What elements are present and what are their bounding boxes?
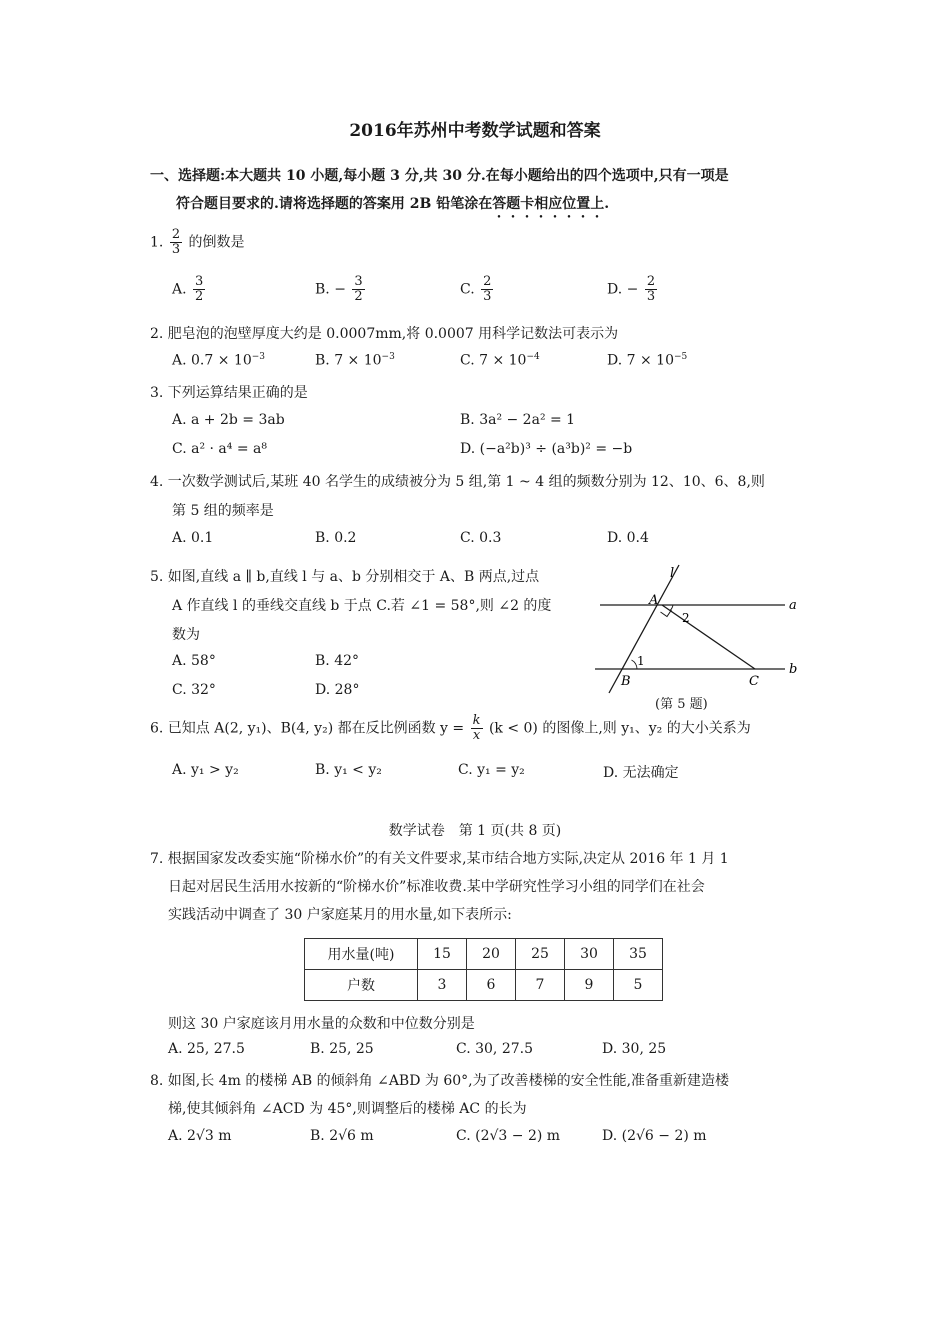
table-cell: 30 [565,939,614,970]
question-text: 的倒数是 [188,234,245,251]
q6-option-d: D. 无法确定 [603,765,679,781]
page-title: 2016年苏州中考数学试题和答案 [349,121,601,141]
fraction-denominator: 2 [195,289,204,304]
fraction-numerator: 2 [483,274,492,289]
instructions-emphasis: 答题卡相应位置上 [492,196,605,212]
fraction-denominator: x [472,728,481,743]
question-8-line2: 梯,使其倾斜角 ∠ACD 为 45°,则调整后的楼梯 AC 的长为 [168,1101,527,1117]
fraction [645,275,657,304]
question-number: 1. [150,234,164,251]
question-7-line1: 7. 根据国家发改委实施“阶梯水价”的有关文件要求,某市结合地方实际,决定从 2016 年 1 月 1 [150,851,729,867]
fraction [471,714,483,743]
question-7-line2: 日起对居民生活用水按新的“阶梯水价”标准收费.某中学研究性学习小组的同学们在社会 [168,879,705,895]
option-label: A. [172,281,187,298]
page-footer: 数学试卷 第 1 页(共 8 页) [388,823,562,839]
q4-option-d: D. 0.4 [607,530,649,546]
option-label: B. − [315,281,346,298]
table-row [305,970,663,1001]
question-7-line3: 实践活动中调查了 30 户家庭某月的用水量,如下表所示: [168,907,512,923]
fraction-numerator: 2 [646,274,656,289]
question-2-stem: 2. 肥皂泡的泡壁厚度大约是 0.0007mm,将 0.0007 用科学记数法可表示为 [150,326,619,342]
table-cell: 15 [418,939,467,970]
q8-option-a: A. 2√3 m [168,1128,232,1144]
question-4-line1: 4. 一次数学测试后,某班 40 名学生的成绩被分为 5 组,第 1 ~ 4 组的频数分别为 12、10、6、8,则 [150,474,765,490]
water-usage-table [304,938,663,1001]
question-8-line1: 8. 如图,长 4m 的楼梯 AB 的倾斜角 ∠ABD 为 60°,为了改善楼梯的安全性能,准备重新建造楼 [150,1073,730,1089]
fraction [352,275,364,304]
fraction [193,275,205,304]
q8-option-c: C. (2√3 − 2) m [456,1128,561,1144]
table-cell: 20 [467,939,516,970]
q7-option-a: A. 25, 27.5 [168,1041,245,1057]
figure-caption: (第 5 题) [655,697,708,712]
q2-option-c [460,352,540,369]
question-5-line3: 数为 [172,627,200,643]
fraction [481,275,493,304]
label-angle-1: 1 [637,654,645,668]
q2-option-b [315,352,395,369]
question-text: 6. 已知点 A(2, y₁)、B(4, y₂) 都在反比例函数 y = [150,720,465,737]
exponent: −4 [526,352,540,362]
table-cell: 25 [516,939,565,970]
table-header-cell: 用水量(吨) [305,939,418,970]
q6-option-a: A. y₁ > y₂ [172,762,239,778]
label-C: C [749,674,759,689]
q8-option-b: B. 2√6 m [310,1128,374,1144]
table-header-cell: 户数 [305,970,418,1001]
fraction-denominator: 3 [171,242,181,257]
exponent: −5 [673,352,688,362]
q4-option-a: A. 0.1 [172,530,214,546]
q3-option-a: A. a + 2b = 3ab [172,412,285,428]
question-5-line2: A 作直线 l 的垂线交直线 b 于点 C.若 ∠1 = 58°,则 ∠2 的度 [172,598,552,614]
option-label: D. − [607,281,639,298]
fraction-numerator: 2 [171,227,181,242]
fraction-denominator: 3 [483,289,492,304]
label-a: a [789,598,797,613]
q1-option-d [607,275,659,304]
question-4-line2: 第 5 组的频率是 [172,503,274,519]
table-cell: 3 [418,970,467,1001]
line-l [609,565,679,693]
q7-option-d: D. 30, 25 [602,1041,667,1057]
table-cell: 35 [614,939,663,970]
table-cell: 9 [565,970,614,1001]
q7-option-c: C. 30, 27.5 [456,1041,533,1057]
table-cell: 7 [516,970,565,1001]
q7-option-b: B. 25, 25 [310,1041,374,1057]
q3-option-d: D. (−a²b)³ ÷ (a³b)² = −b [460,441,633,457]
fraction-numerator: 3 [195,274,204,289]
instructions-period: . [604,196,610,212]
q6-option-b: B. y₁ < y₂ [315,762,382,778]
section-instructions-line2 [176,193,609,221]
option-text: B. 7 × 10 [315,352,382,369]
question-5-line1: 5. 如图,直线 a ∥ b,直线 l 与 a、b 分别相交于 A、B 两点,过点 [150,569,540,585]
table-cell: 5 [614,970,663,1001]
q6-option-c: C. y₁ = y₂ [458,762,525,778]
instructions-text: 符合题目要求的.请将选择题的答案用 2B 铅笔涂在 [176,196,493,212]
q2-option-a [172,352,265,369]
option-label: C. [460,281,475,298]
fraction [170,228,182,257]
q1-option-a [172,275,207,304]
q1-option-b [315,275,367,304]
question-3-stem: 3. 下列运算结果正确的是 [150,385,308,401]
fraction-denominator: 2 [354,289,363,304]
exponent: −3 [251,352,266,362]
label-l: l [670,566,675,581]
q5-option-a: A. 58° [172,653,216,669]
label-angle-2: 2 [682,611,690,625]
q2-option-d [607,352,687,369]
label-B: B [621,674,631,689]
question-7-ask: 则这 30 户家庭该月用水量的众数和中位数分别是 [168,1016,475,1032]
q5-option-b: B. 42° [315,653,360,669]
exponent: −3 [381,352,395,362]
q8-option-d: D. (2√6 − 2) m [602,1128,707,1144]
q5-option-d: D. 28° [315,682,360,698]
q4-option-c: C. 0.3 [460,530,502,546]
table-cell: 6 [467,970,516,1001]
segment-ac [662,605,755,669]
angle-2-arc [670,605,673,611]
option-text: D. 7 × 10 [607,352,674,369]
fraction-denominator: 3 [646,289,656,304]
table-row [305,939,663,970]
q5-option-c: C. 32° [172,682,216,698]
label-A: A [649,593,659,608]
option-text: A. 0.7 × 10 [172,352,252,369]
fraction-numerator: 3 [354,274,363,289]
question-6-stem [150,714,751,743]
q5-geometry-figure [590,560,805,710]
label-b: b [789,662,798,677]
question-1-stem [150,228,245,257]
q3-option-b: B. 3a² − 2a² = 1 [460,412,576,428]
section-instructions-line1: 一、选择题:本大题共 10 小题,每小题 3 分,共 30 分.在每小题给出的四个选项中,只有一项是 [150,168,729,184]
fraction-numerator: k [472,713,481,728]
q1-option-c [460,275,495,304]
q3-option-c: C. a² · a⁴ = a⁸ [172,441,267,457]
q4-option-b: B. 0.2 [315,530,357,546]
question-text-cont: (k < 0) 的图像上,则 y₁、y₂ 的大小关系为 [488,720,751,737]
option-text: C. 7 × 10 [460,352,527,369]
